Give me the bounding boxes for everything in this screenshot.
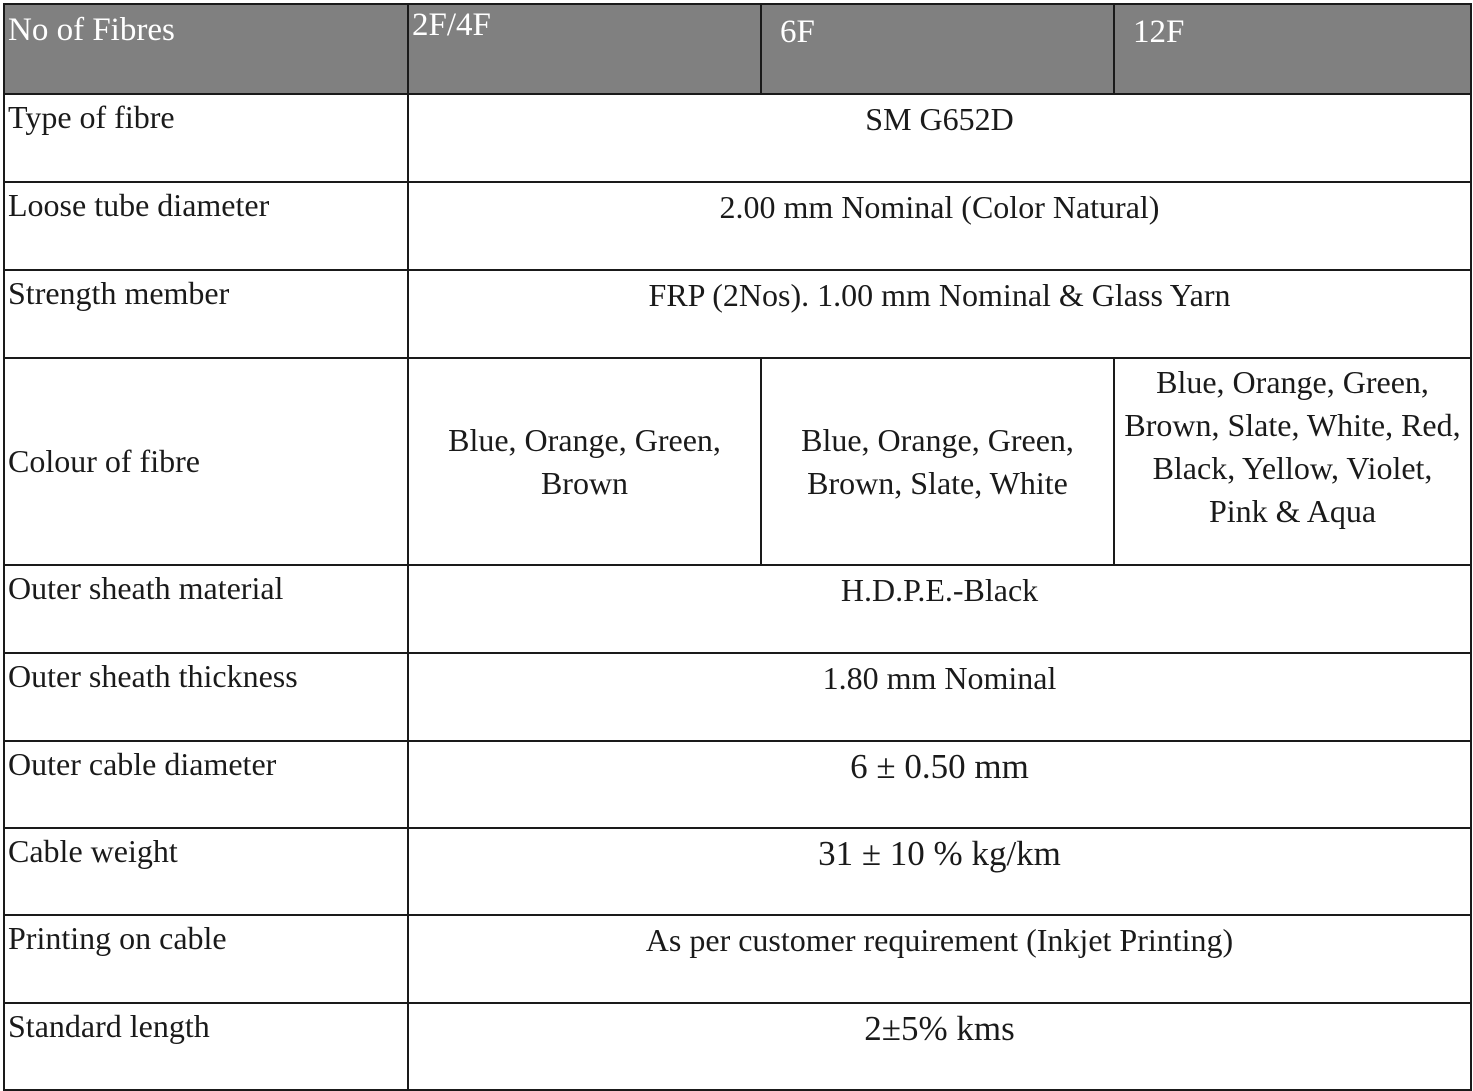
colour-cell-12f: Blue, Orange, Green, Brown, Slate, White, Red, Black, Yellow, Violet, Pink & Aqua bbox=[1114, 358, 1471, 565]
header-col-2f-4f: 2F/4F bbox=[408, 4, 761, 94]
table-row bbox=[4, 915, 1471, 1003]
row-label: Standard length bbox=[4, 1003, 408, 1090]
row-label: Printing on cable bbox=[4, 915, 408, 1003]
table-row bbox=[4, 1003, 1471, 1090]
row-label: Cable weight bbox=[4, 828, 408, 915]
row-value: H.D.P.E.-Black bbox=[408, 565, 1471, 653]
row-value: 6 ± 0.50 mm bbox=[408, 741, 1471, 828]
row-value: 2±5% kms bbox=[408, 1003, 1471, 1090]
row-value: As per customer requirement (Inkjet Printing) bbox=[408, 915, 1471, 1003]
table-row bbox=[4, 182, 1471, 270]
fibre-spec-table bbox=[3, 3, 1472, 1091]
colour-cell-2f-4f: Blue, Orange, Green, Brown bbox=[408, 358, 761, 565]
row-value: 1.80 mm Nominal bbox=[408, 653, 1471, 741]
table-row bbox=[4, 270, 1471, 358]
row-label: Loose tube diameter bbox=[4, 182, 408, 270]
header-label-cell: No of Fibres bbox=[4, 4, 408, 94]
row-label: Outer sheath thickness bbox=[4, 653, 408, 741]
table-row bbox=[4, 94, 1471, 182]
row-label: Colour of fibre bbox=[4, 358, 408, 565]
table-row bbox=[4, 828, 1471, 915]
row-value: 2.00 mm Nominal (Color Natural) bbox=[408, 182, 1471, 270]
row-label: Outer sheath material bbox=[4, 565, 408, 653]
row-label: Type of fibre bbox=[4, 94, 408, 182]
row-label: Strength member bbox=[4, 270, 408, 358]
row-value: 31 ± 10 % kg/km bbox=[408, 828, 1471, 915]
row-value: SM G652D bbox=[408, 94, 1471, 182]
header-col-12f: 12F bbox=[1114, 4, 1471, 94]
colour-of-fibre-row bbox=[4, 358, 1471, 565]
table-row bbox=[4, 653, 1471, 741]
header-col-6f: 6F bbox=[761, 4, 1114, 94]
row-value: FRP (2Nos). 1.00 mm Nominal & Glass Yarn bbox=[408, 270, 1471, 358]
row-label: Outer cable diameter bbox=[4, 741, 408, 828]
table-row bbox=[4, 741, 1471, 828]
table-row bbox=[4, 565, 1471, 653]
colour-cell-6f: Blue, Orange, Green, Brown, Slate, White bbox=[761, 358, 1114, 565]
header-row bbox=[4, 4, 1471, 94]
